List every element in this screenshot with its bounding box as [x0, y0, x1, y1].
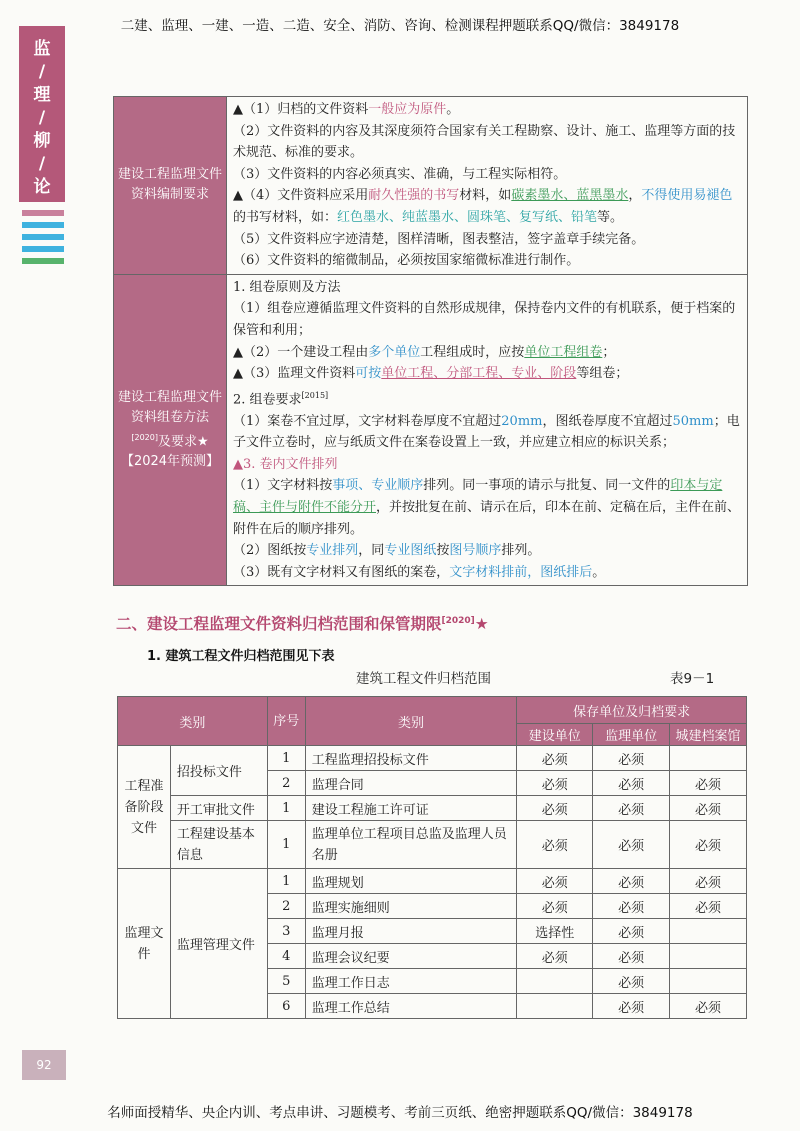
- row-content: [227, 97, 748, 275]
- table-row: [118, 821, 747, 869]
- req-cell: 必须: [670, 796, 747, 821]
- req-cell: 选择性: [517, 919, 593, 944]
- seq-cell: 3: [267, 919, 305, 944]
- requirements-table: [113, 96, 748, 586]
- group-cell: 监理文件: [118, 869, 171, 1019]
- item-cell: 监理规划: [305, 869, 517, 894]
- table-row: [118, 746, 747, 771]
- year-tag: [2020]: [131, 432, 158, 442]
- row-heading: [114, 97, 227, 275]
- page-number: 92: [22, 1050, 66, 1080]
- header-unit: 城建档案馆: [670, 724, 747, 746]
- seq-cell: 6: [267, 994, 305, 1019]
- table-caption: 建筑工程文件归档范围: [356, 671, 491, 687]
- text-line: ▲3. 卷内文件排列: [233, 456, 338, 472]
- side-stripe-blue: [22, 234, 64, 240]
- text-line: [233, 562, 741, 584]
- text: 排列。同一事项的请示与批复、同一文件的: [423, 478, 671, 494]
- row-heading-text: 建设工程监理文件资料编制要求: [118, 167, 223, 203]
- text-line: [233, 385, 741, 411]
- header-banner: 二建、监理、一建、一造、二造、安全、消防、咨询、检测课程押题联系QQ/微信：3849178: [120, 18, 680, 34]
- highlight: 50mm: [672, 413, 714, 429]
- req-cell: 必须: [670, 869, 747, 894]
- req-cell: [670, 944, 747, 969]
- text-line: 1. 组卷原则及方法: [233, 279, 341, 295]
- text: ▲（1）归档的文件资料: [233, 102, 369, 117]
- table-number: 表9－1: [670, 671, 715, 687]
- seq-cell: 1: [267, 796, 305, 821]
- text-line: [233, 475, 741, 540]
- item-cell: 监理月报: [305, 919, 517, 944]
- text-line: （2）文件资料的内容及其深度须符合国家有关工程勘察、设计、施工、监理等方面的技术规范、标准的要求。: [233, 123, 736, 161]
- text: 材料，如: [459, 188, 512, 204]
- text-line: [233, 185, 741, 228]
- year-tag: [2020]: [441, 615, 475, 626]
- text: ；: [602, 344, 616, 360]
- text-line: [233, 411, 741, 454]
- text-line: （5）文件资料应字迹清楚，图样清晰，图表整洁，签字盖章手续完备。: [233, 231, 645, 247]
- subgroup-cell: 监理管理文件: [170, 869, 267, 1019]
- highlight: 单位工程、分部工程、专业、阶段: [381, 366, 577, 382]
- item-cell: 监理工作总结: [305, 994, 517, 1019]
- side-tab-char: 论: [33, 177, 51, 197]
- subgroup-cell: 招投标文件: [170, 746, 267, 796]
- req-cell: 必须: [670, 994, 747, 1019]
- req-cell: 必须: [593, 821, 670, 869]
- seq-cell: 1: [267, 869, 305, 894]
- highlight: 不得使用易褪色: [641, 188, 733, 204]
- header-seq: 序号: [267, 697, 305, 746]
- text: （3）既有文字材料又有图纸的案卷，: [233, 564, 450, 580]
- req-cell: 必须: [670, 894, 747, 919]
- row-heading-text: 及要求★【2024年预测】: [120, 434, 220, 470]
- req-cell: 必须: [593, 869, 670, 894]
- req-cell: [670, 919, 747, 944]
- highlight: 一般应为原件: [368, 102, 447, 117]
- subgroup-cell: 工程建设基本信息: [170, 821, 267, 869]
- sub-title: 1. 建筑工程文件归档范围见下表: [147, 649, 335, 664]
- req-cell: 必须: [593, 894, 670, 919]
- req-cell: [670, 746, 747, 771]
- side-tab-char: /: [38, 154, 46, 174]
- side-stripe-pink: [22, 210, 64, 216]
- req-cell: [517, 969, 593, 994]
- item-cell: 工程监理招投标文件: [305, 746, 517, 771]
- section-title: [116, 612, 489, 634]
- seq-cell: 2: [267, 771, 305, 796]
- text: （1）文字材料按: [233, 478, 333, 494]
- item-cell: 监理实施细则: [305, 894, 517, 919]
- text: 按: [436, 543, 450, 559]
- text: ，图纸卷厚度不宜超过: [542, 413, 673, 429]
- req-cell: 必须: [517, 894, 593, 919]
- table-header-row: [118, 697, 747, 724]
- req-cell: 必须: [517, 746, 593, 771]
- header-category: 类别: [118, 697, 268, 746]
- item-cell: 建设工程施工许可证: [305, 796, 517, 821]
- text: （2）图纸按: [233, 543, 307, 559]
- text: 2. 组卷要求: [233, 392, 302, 408]
- text-line: （1）组卷应遵循监理文件资料的自然形成规律，保持卷内文件的有机联系，便于档案的保管和利用；: [233, 301, 736, 338]
- year-tag: [2015]: [301, 390, 329, 400]
- row-content: [227, 274, 748, 586]
- req-cell: 必须: [593, 771, 670, 796]
- table-row: [118, 796, 747, 821]
- text: ▲（3）监理文件资料: [233, 366, 356, 382]
- seq-cell: 1: [267, 821, 305, 869]
- text-line: （6）文件资料的缩微制品，必须按国家缩微标准进行制作。: [233, 253, 580, 269]
- side-stripe-green: [22, 258, 64, 264]
- text-line: [233, 540, 741, 562]
- highlight: 专业排列: [306, 543, 359, 559]
- requirements-row: [114, 274, 748, 586]
- text: 。: [446, 102, 460, 117]
- chapter-side-tab: [19, 26, 65, 202]
- side-tab-char: 柳: [33, 131, 51, 151]
- seq-cell: 1: [267, 746, 305, 771]
- highlight: 耐久性强的书写: [368, 188, 460, 204]
- seq-cell: 4: [267, 944, 305, 969]
- req-cell: 必须: [517, 869, 593, 894]
- group-cell: 工程准备阶段文件: [118, 746, 171, 869]
- req-cell: 必须: [517, 821, 593, 869]
- row-heading: [114, 274, 227, 586]
- side-stripe-blue: [22, 246, 64, 252]
- text: ，: [628, 188, 642, 204]
- highlight: 文字材料排前，图纸排后: [449, 564, 593, 580]
- highlight: 专业图纸: [384, 543, 437, 559]
- text-line: [233, 342, 741, 364]
- text: （1）案卷不宜过厚，文字材料卷厚度不宜超过: [233, 413, 502, 429]
- highlight: 印本与定稿、主件与附件不能分开: [233, 478, 723, 516]
- text-line: [233, 99, 741, 121]
- footer-banner: 名师面授精华、央企内训、考点串讲、习题模考、考前三页纸、绝密押题联系QQ/微信：3849178: [107, 1105, 693, 1121]
- highlight: 可按: [355, 366, 382, 382]
- req-cell: 必须: [670, 821, 747, 869]
- subgroup-cell: 开工审批文件: [170, 796, 267, 821]
- text: ；电子文件立卷时，应与纸质文件在案卷设置上一致，并应建立相应的标识关系；: [233, 413, 740, 451]
- side-tab-char: 理: [33, 85, 51, 105]
- req-cell: 必须: [593, 919, 670, 944]
- req-cell: [670, 969, 747, 994]
- item-cell: 监理会议纪要: [305, 944, 517, 969]
- req-cell: 必须: [517, 944, 593, 969]
- text: ▲（2）一个建设工程由: [233, 344, 369, 360]
- section-title-text: 二、建设工程监理文件资料归档范围和保管期限: [116, 615, 442, 633]
- seq-cell: 2: [267, 894, 305, 919]
- req-cell: 必须: [517, 771, 593, 796]
- text: ，并按批复在前、请示在后，印本在前、定稿在后，主件在前、附件在后的顺序排列。: [233, 500, 741, 537]
- header-unit: 建设单位: [517, 724, 593, 746]
- text: 等组卷；: [576, 366, 629, 382]
- side-tab-char: /: [38, 108, 46, 128]
- highlight: 红色墨水、纯蓝墨水、圆珠笔、复写纸、铅笔: [337, 209, 598, 225]
- req-cell: 必须: [593, 746, 670, 771]
- item-cell: 监理工作日志: [305, 969, 517, 994]
- highlight: 碳素墨水、蓝黑墨水: [511, 188, 629, 204]
- header-unit: 监理单位: [593, 724, 670, 746]
- req-cell: 必须: [593, 796, 670, 821]
- text: 等。: [597, 209, 624, 225]
- table-row: [118, 869, 747, 894]
- text: 排列。: [501, 543, 541, 559]
- text: ，同: [358, 543, 385, 559]
- text-line: （3）文件资料的内容必须真实、准确，与工程实际相符。: [233, 166, 567, 182]
- header-item: 类别: [305, 697, 517, 746]
- req-cell: 必须: [670, 771, 747, 796]
- text: 工程组成时，应按: [420, 344, 525, 360]
- text-line: [233, 363, 741, 385]
- row-heading-text: 建设工程监理文件资料组卷方法: [118, 389, 223, 425]
- text: 。: [592, 564, 606, 580]
- item-cell: 监理单位工程项目总监及监理人员名册: [305, 821, 517, 869]
- archive-scope-table: [117, 696, 747, 1019]
- highlight: 20mm: [501, 413, 543, 429]
- req-cell: 必须: [593, 994, 670, 1019]
- side-tab-char: /: [38, 62, 46, 82]
- highlight: 单位工程组卷: [524, 344, 603, 360]
- highlight: 图号顺序: [449, 543, 502, 559]
- item-cell: 监理合同: [305, 771, 517, 796]
- highlight: 事项、专业顺序: [332, 478, 424, 494]
- star-icon: ★: [474, 615, 489, 633]
- requirements-row: [114, 97, 748, 275]
- highlight: 多个单位: [368, 344, 421, 360]
- text: ▲（4）文件资料应采用: [233, 188, 369, 204]
- req-cell: 必须: [593, 969, 670, 994]
- req-cell: [517, 994, 593, 1019]
- seq-cell: 5: [267, 969, 305, 994]
- req-cell: 必须: [517, 796, 593, 821]
- side-stripe-blue: [22, 222, 64, 228]
- side-tab-char: 监: [33, 39, 51, 59]
- req-cell: 必须: [593, 944, 670, 969]
- header-group: 保存单位及归档要求: [517, 697, 747, 724]
- text: 的书写材料，如：: [233, 209, 338, 225]
